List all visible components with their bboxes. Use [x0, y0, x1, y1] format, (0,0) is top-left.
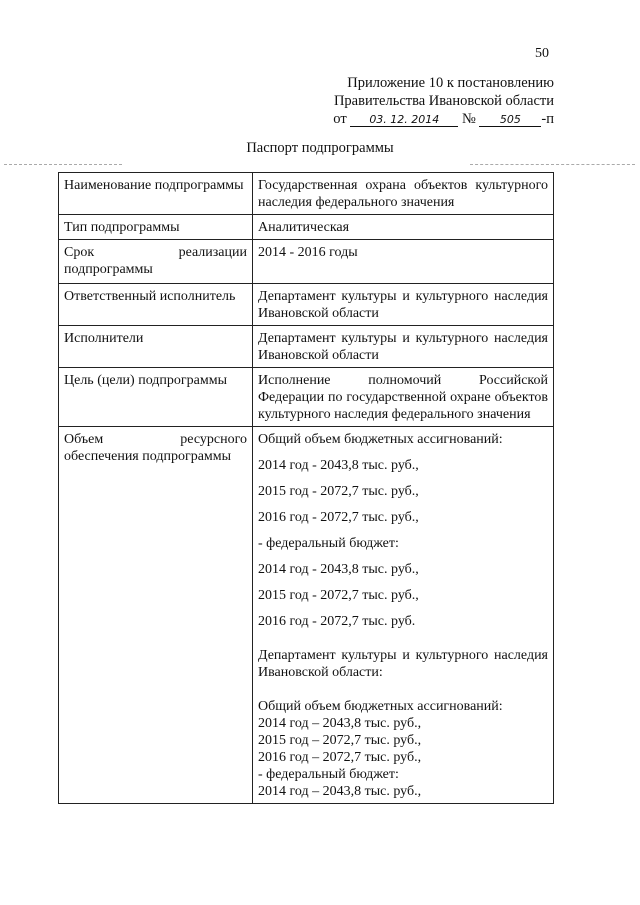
table-row — [59, 326, 554, 368]
row-label-executors: Исполнители — [59, 326, 253, 368]
appendix-line-3 — [333, 110, 554, 128]
row-label-goal: Цель (цели) подпрограммы — [59, 368, 253, 427]
row-value-type: Аналитическая — [253, 215, 554, 240]
row-value-name: Государственная охрана объектов культурного наследия федерального значения — [253, 173, 554, 215]
federal-line: 2016 год - 2072,7 тыс. руб. — [258, 614, 416, 629]
appendix-header — [333, 74, 554, 128]
table-row — [59, 284, 554, 326]
row-label-resources: Объем ресурсного обеспечения подпрограммы — [59, 427, 253, 804]
handwritten-date: 03. 12. 2014 — [350, 113, 458, 127]
passport-table — [58, 172, 554, 804]
page-title: Паспорт подпрограммы — [246, 140, 394, 156]
row-label-responsible: Ответственный исполнитель — [59, 284, 253, 326]
row-label-type: Тип подпрограммы — [59, 215, 253, 240]
table-row — [59, 173, 554, 215]
table-row — [59, 368, 554, 427]
row-value-term: 2014 - 2016 годы — [253, 240, 554, 284]
table-row — [59, 215, 554, 240]
total-header: Общий объем бюджетных ассигнований: — [258, 432, 503, 447]
total-line: 2016 год - 2072,7 тыс. руб., — [258, 510, 419, 525]
row-value-executors: Департамент культуры и культурного наследия Ивановской области — [253, 326, 554, 368]
total-line: 2014 год - 2043,8 тыс. руб., — [258, 458, 419, 473]
dept-line: 2016 год – 2072,7 тыс. руб., — [258, 750, 422, 765]
number-suffix: -п — [541, 111, 554, 127]
row-value-responsible: Департамент культуры и культурного наследия Ивановской области — [253, 284, 554, 326]
federal-line: 2015 год - 2072,7 тыс. руб., — [258, 588, 419, 603]
federal-line: 2014 год - 2043,8 тыс. руб., — [258, 562, 419, 577]
from-label: от — [333, 111, 347, 127]
department-text: Департамент культуры и культурного наследия Ивановской области: — [258, 648, 548, 680]
row-label-name: Наименование подпрограммы — [59, 173, 253, 215]
row-value-goal: Исполнение полномочий Российской Федерации по государственной охране объектов культурного наследия федерального значения — [253, 368, 554, 427]
federal-header: - федеральный бюджет: — [258, 536, 399, 551]
page-number: 50 — [535, 46, 549, 61]
dept-line: 2015 год – 2072,7 тыс. руб., — [258, 733, 422, 748]
handwritten-number: 505 — [479, 113, 541, 127]
dept-line: 2014 год – 2043,8 тыс. руб., — [258, 716, 422, 731]
total-line: 2015 год - 2072,7 тыс. руб., — [258, 484, 419, 499]
dept-total-header: Общий объем бюджетных ассигнований: — [258, 699, 503, 714]
number-label: № — [461, 111, 476, 127]
dept-federal-line: 2014 год – 2043,8 тыс. руб., — [258, 784, 422, 799]
table-row-resources — [59, 427, 554, 804]
scan-artifact-line — [470, 164, 635, 166]
row-value-resources — [253, 427, 554, 804]
dept-federal-header: - федеральный бюджет: — [258, 767, 399, 782]
scan-artifact-line — [4, 164, 122, 166]
appendix-line-1: Приложение 10 к постановлению — [347, 75, 554, 91]
appendix-line-2: Правительства Ивановской области — [333, 93, 554, 109]
table-row — [59, 240, 554, 284]
row-label-term: Срок реализации подпрограммы — [59, 240, 253, 284]
